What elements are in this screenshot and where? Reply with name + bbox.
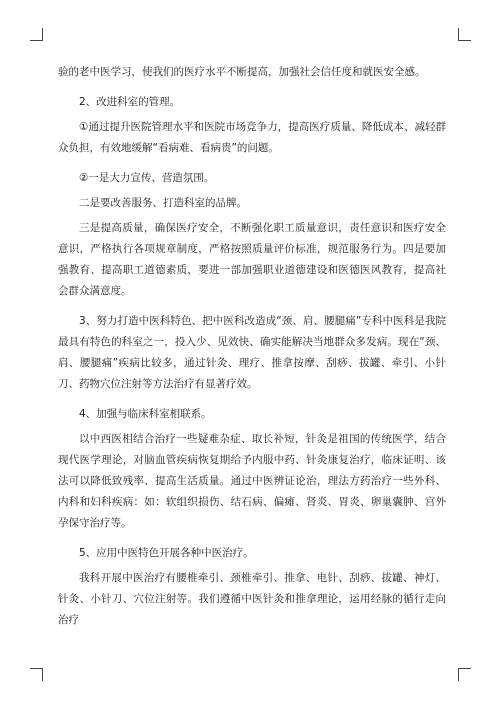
paragraph-quality-safety: 三是提高质量，确保医疗安全，不断强化职工质量意识，责任意识和医疗安全意识，严格执行各项规章制度，严格按照质量评价标准，规范服务行为。四是要加强教育、提高职工道德素质，要进一部加强职业道德建设和医德医风教育，提高社会群众满意度。 [58, 222, 446, 297]
paragraph-integrated-treatment: 以中西医相结合治疗一些疑难杂症、取长补短，针灸是祖国的传统医学，结合现代医学理论，对脑血管疾病恢复期给予内服中药、针灸康复治疗，临床证明、该法可以降低致残率、提高生活质量。通过中医辨证论治，理法方药治疗一些外科、内科和妇科疾病：如：软组织损伤、结石病、偏瘫、肾炎、胃炎、卵巢囊肿、宫外孕保守治疗等。 [58, 433, 446, 529]
crop-mark-bottom-left [30, 668, 43, 681]
heading-clinical-link: 4、加强与临床科室相联系。 [79, 408, 212, 420]
crop-mark-top-left [30, 28, 43, 41]
paragraph-continuation: 验的老中医学习，使我们的医疗水平不断提高，加强社会信任度和就医安全感。 [58, 66, 426, 78]
paragraph-publicity: ②一是大力宣传、营造氛围。 [79, 172, 215, 184]
heading-tcm-treatments: 5、应用中医特色开展各种中医治疗。 [79, 547, 254, 559]
crop-mark-top-right [458, 28, 471, 41]
paragraph-tcm-specialty: 3、努力打造中医科特色、把中医科改造成“颈、肩、腰腿痛”专科中医科是我院最具有特色的科室之一，投入少、见效快、确实能解决当地群众多发病。现在“颈、肩、腰腿痛”疾病比较多，通过针灸、理疗、推拿按摩、刮痧、拔罐、牵引、小针刀、药物穴位注射等方法治疗有显著疗效。 [58, 315, 446, 390]
paragraph-hospital-management: ①通过提升医院管理水平和医院市场竞争力，提高医疗质量、降低成本、减轻群众负担，有效地缓解“看病难、看病贵”的问题。 [58, 121, 446, 154]
paragraph-service-brand: 二是要改善服务、打造科室的品牌。 [79, 197, 247, 209]
document-body [58, 62, 446, 640]
crop-mark-bottom-right [458, 668, 471, 681]
heading-manage-department: 2、改进科室的管理。 [79, 96, 181, 108]
paragraph-treatment-list: 我科开展中医治疗有腰椎牵引、颈椎牵引、推拿、电针、刮痧、拔罐、神灯、针灸、小针刀、穴位注射等。我们遵循中医针灸和推拿理论，运用经脉的循行走向治疗 [58, 572, 446, 626]
